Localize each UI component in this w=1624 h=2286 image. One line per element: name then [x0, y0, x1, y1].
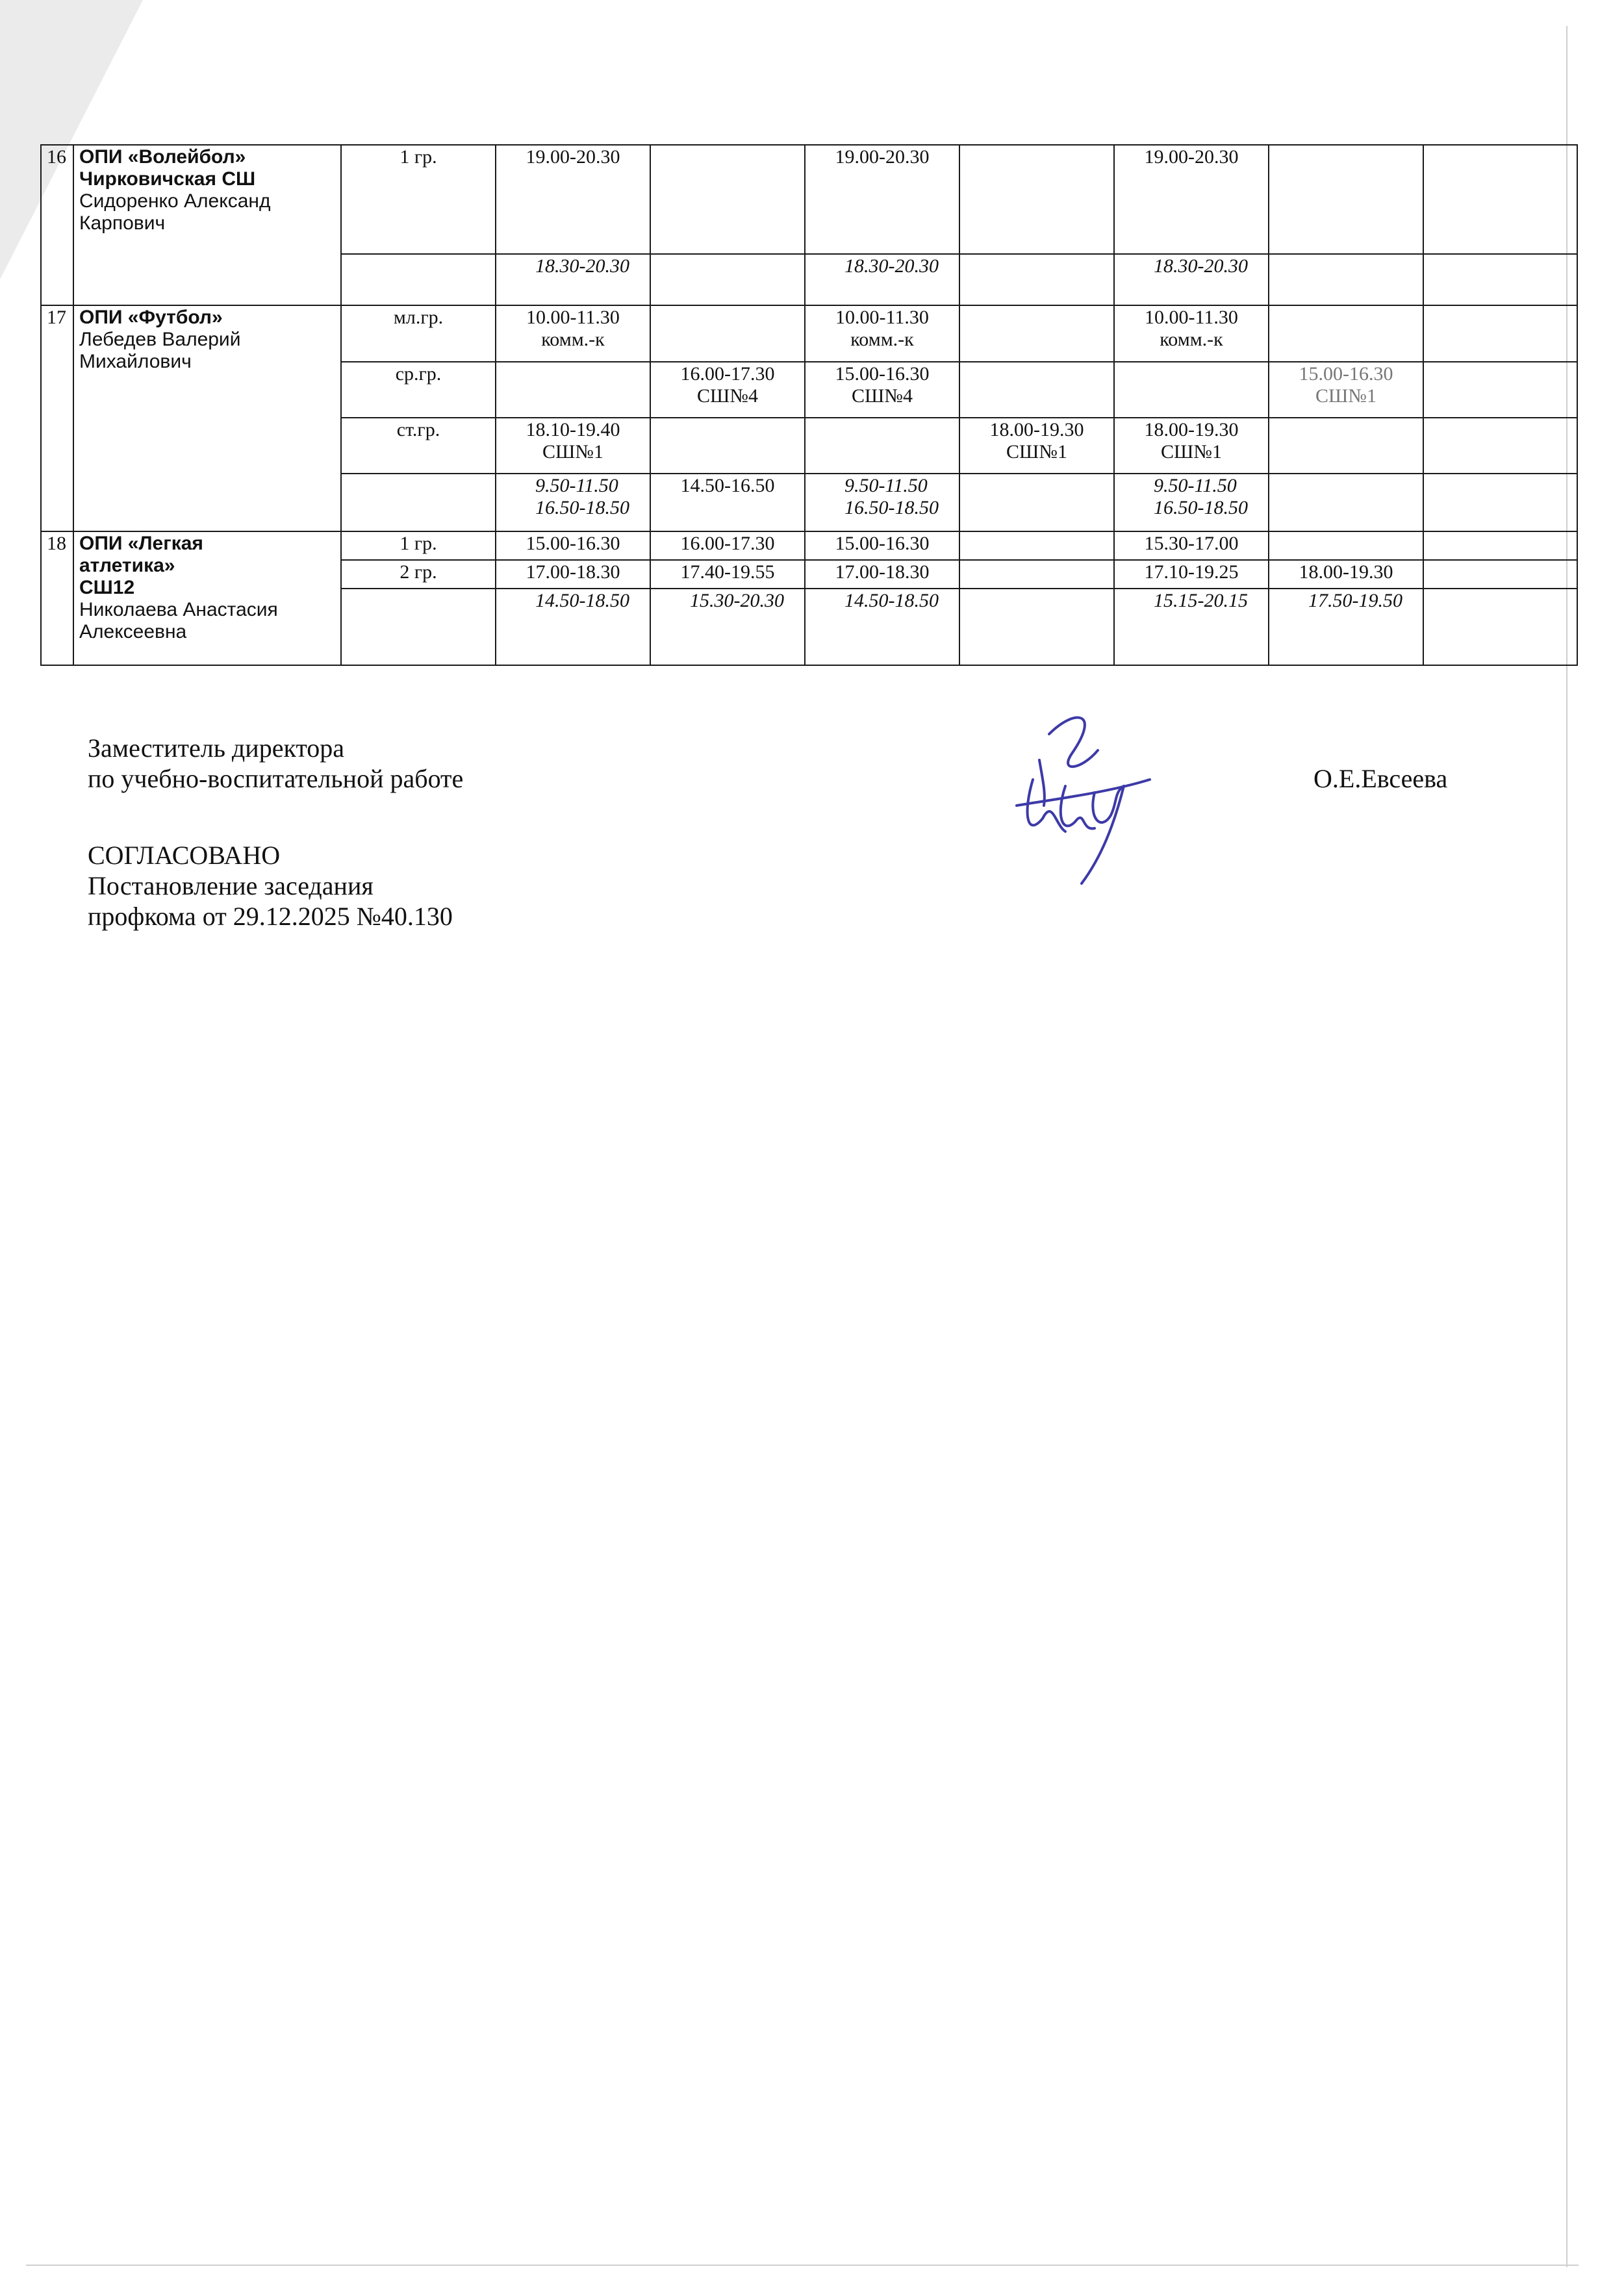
time-cell [496, 362, 650, 418]
time-value: 15.00-16.30 [835, 363, 930, 385]
row-number: 16 [41, 145, 73, 305]
time-cell [1114, 362, 1269, 418]
section-title: ОПИ «Волейбол» [79, 146, 246, 168]
time-cell [959, 560, 1114, 589]
time-location: СШ№1 [1161, 441, 1222, 463]
time-value: 17.10-19.25 [1144, 561, 1239, 583]
time-value: 17.50-19.50 [1308, 590, 1402, 611]
group-label: 2 гр. [341, 560, 496, 589]
time-value: 16.00-17.30 [680, 533, 775, 554]
section-title: атлетика» [79, 555, 175, 576]
section-title: ОПИ «Футбол» [79, 307, 223, 328]
time-cell [959, 145, 1114, 254]
coach-name: Лебедев Валерий [79, 329, 241, 350]
group-label: ср.гр. [341, 362, 496, 418]
time-value: 9.50-11.50 [844, 475, 928, 496]
section-title: ОПИ «Легкая [79, 533, 203, 554]
time-cell [1114, 589, 1269, 665]
time-cell [650, 145, 805, 254]
time-value: 19.00-20.30 [1144, 146, 1239, 168]
time-value: 15.00-16.30 [835, 533, 930, 554]
time-cell [650, 560, 805, 589]
time-cell [959, 474, 1114, 531]
coach-name: Михайлович [79, 351, 192, 372]
time-cell [959, 305, 1114, 362]
row-number: 18 [41, 531, 73, 665]
coach-name: Николаева Анастасия [79, 599, 278, 620]
section-title: СШ12 [79, 577, 135, 598]
time-cell [1114, 560, 1269, 589]
time-value: 19.00-20.30 [835, 146, 930, 168]
time-location: 16.50-18.50 [1154, 497, 1248, 518]
time-value: 18.10-19.40 [526, 419, 620, 440]
group-label: ст.гр. [341, 418, 496, 474]
time-cell [650, 474, 805, 531]
time-cell [496, 531, 650, 560]
time-value: 17.00-18.30 [526, 561, 620, 583]
time-value: 15.30-17.00 [1144, 533, 1239, 554]
time-value: 15.00-16.30 [1299, 363, 1393, 385]
approval-block [88, 840, 453, 932]
time-value: 15.30-20.30 [690, 590, 784, 611]
group-label [341, 254, 496, 305]
time-value: 17.00-18.30 [835, 561, 930, 583]
position-line-2: по учебно-воспитательной работе [88, 764, 464, 793]
approval-line-2: профкома от 29.12.2025 №40.130 [88, 902, 453, 931]
time-cell [1423, 418, 1577, 474]
coach-name: Сидоренко Александ [79, 190, 271, 212]
time-cell [805, 418, 959, 474]
section-cell [73, 531, 341, 665]
scan-edge-line [26, 2265, 1579, 2266]
time-cell [1423, 305, 1577, 362]
time-cell [1114, 418, 1269, 474]
time-location: СШ№4 [697, 385, 758, 407]
section-cell [73, 145, 341, 305]
time-cell [805, 362, 959, 418]
time-cell [1269, 589, 1423, 665]
approval-heading: СОГЛАСОВАНО [88, 841, 281, 870]
schedule-table [40, 144, 1578, 666]
schedule-row [41, 531, 1577, 560]
time-cell [496, 254, 650, 305]
time-value: 18.00-19.30 [989, 419, 1084, 440]
time-value: 17.40-19.55 [680, 561, 775, 583]
time-cell [650, 254, 805, 305]
time-value: 9.50-11.50 [1154, 475, 1237, 496]
time-value: 14.50-16.50 [680, 475, 775, 496]
time-cell [959, 362, 1114, 418]
time-cell [496, 145, 650, 254]
time-cell [959, 589, 1114, 665]
time-value: 14.50-18.50 [535, 590, 629, 611]
time-cell [805, 531, 959, 560]
position-line-1: Заместитель директора [88, 733, 345, 763]
time-value: 18.00-19.30 [1144, 419, 1239, 440]
time-value: 15.15-20.15 [1154, 590, 1248, 611]
group-label: мл.гр. [341, 305, 496, 362]
time-location: СШ№4 [852, 385, 913, 407]
time-cell [959, 531, 1114, 560]
time-cell [1269, 145, 1423, 254]
coach-name: Алексеевна [79, 621, 187, 642]
time-location: 16.50-18.50 [535, 497, 629, 518]
time-value: 15.00-16.30 [526, 533, 620, 554]
time-cell [496, 305, 650, 362]
time-cell [805, 254, 959, 305]
time-location: комм.-к [541, 329, 605, 350]
group-label [341, 474, 496, 531]
time-cell [1423, 531, 1577, 560]
time-cell [496, 560, 650, 589]
section-title: Чирковичская СШ [79, 168, 256, 190]
row-number: 17 [41, 305, 73, 531]
time-value: 10.00-11.30 [526, 307, 620, 328]
time-cell [959, 418, 1114, 474]
time-cell [1269, 560, 1423, 589]
time-cell [805, 145, 959, 254]
time-cell [496, 474, 650, 531]
approval-line-1: Постановление заседания [88, 871, 374, 900]
schedule-row [41, 145, 1577, 254]
time-cell [1423, 254, 1577, 305]
time-cell [805, 305, 959, 362]
time-value: 10.00-11.30 [1145, 307, 1238, 328]
time-value: 18.30-20.30 [1154, 255, 1248, 277]
time-location: СШ№1 [1315, 385, 1377, 407]
time-cell [1423, 145, 1577, 254]
signature-block [88, 733, 463, 794]
time-value: 14.50-18.50 [844, 590, 939, 611]
time-cell [650, 589, 805, 665]
time-cell [1269, 362, 1423, 418]
time-cell [1114, 531, 1269, 560]
time-cell [1114, 305, 1269, 362]
time-cell [650, 305, 805, 362]
time-cell [1423, 474, 1577, 531]
time-cell [1423, 362, 1577, 418]
time-value: 19.00-20.30 [526, 146, 620, 168]
time-cell [1423, 560, 1577, 589]
time-location: 16.50-18.50 [844, 497, 939, 518]
time-value: 18.00-19.30 [1299, 561, 1393, 583]
time-value: 16.00-17.30 [680, 363, 775, 385]
signatory-name: О.Е.Евсеева [1313, 764, 1448, 793]
group-label: 1 гр. [341, 531, 496, 560]
time-cell [1423, 589, 1577, 665]
time-cell [1269, 531, 1423, 560]
time-cell [1269, 418, 1423, 474]
time-value: 9.50-11.50 [535, 475, 618, 496]
time-cell [1114, 254, 1269, 305]
time-value: 18.30-20.30 [535, 255, 629, 277]
time-cell [805, 589, 959, 665]
time-location: СШ№1 [542, 441, 603, 463]
schedule-row [41, 305, 1577, 362]
time-value: 10.00-11.30 [835, 307, 929, 328]
time-cell [650, 531, 805, 560]
coach-name: Карпович [79, 212, 166, 234]
time-cell [650, 362, 805, 418]
time-location: комм.-к [1160, 329, 1223, 350]
handwritten-signature [1004, 695, 1160, 890]
time-cell [496, 589, 650, 665]
time-cell [1114, 474, 1269, 531]
time-cell [805, 560, 959, 589]
time-location: СШ№1 [1006, 441, 1067, 463]
time-location: комм.-к [850, 329, 914, 350]
group-label [341, 589, 496, 665]
section-cell [73, 305, 341, 531]
time-cell [1269, 254, 1423, 305]
time-cell [805, 474, 959, 531]
time-cell [650, 418, 805, 474]
time-cell [496, 418, 650, 474]
time-cell [1269, 474, 1423, 531]
time-value: 18.30-20.30 [844, 255, 939, 277]
time-cell [1114, 145, 1269, 254]
group-label: 1 гр. [341, 145, 496, 254]
time-cell [959, 254, 1114, 305]
schedule-body [41, 145, 1577, 665]
time-cell [1269, 305, 1423, 362]
